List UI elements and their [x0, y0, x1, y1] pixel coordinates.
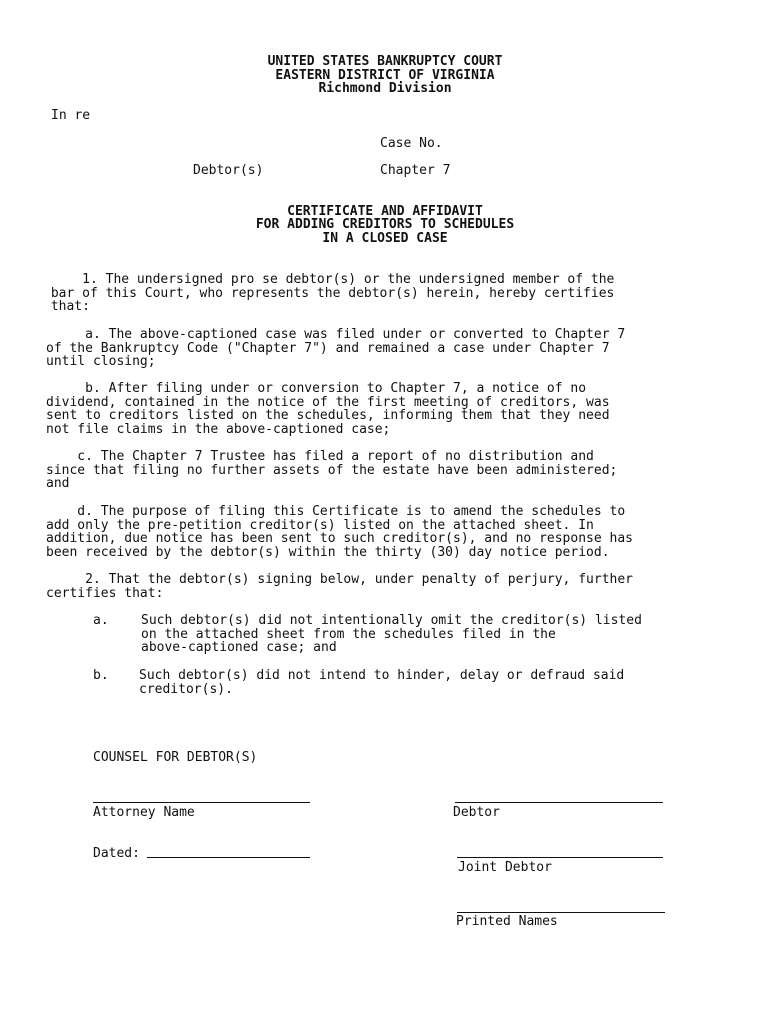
paragraph-1d: d. The purpose of filing this Certificate is to amend the schedules to add only the pre-petition creditor(s) listed on the attached sheet. In addition, due notice has been sent to such creditor(s), and no response has been received by the debtor(s) within the thirty (30) day notice period.	[46, 504, 633, 560]
debtor-label: Debtor(s)	[193, 163, 264, 178]
document-title-line-3: IN A CLOSED CASE	[322, 231, 448, 246]
in-re-label: In re	[51, 108, 91, 123]
paragraph-2: 2. That the debtor(s) signing below, under penalty of perjury, further certifies that:	[46, 572, 633, 601]
debtor-signature-label: Debtor	[453, 805, 500, 820]
district-name: EASTERN DISTRICT OF VIRGINIA	[275, 68, 495, 83]
debtor-signature-line	[455, 802, 663, 803]
item-b-marker: b.	[93, 668, 109, 683]
case-number-label: Case No.	[380, 136, 443, 151]
document-title-line-1: CERTIFICATE AND AFFIDAVIT	[287, 204, 483, 219]
attorney-signature-line	[93, 802, 310, 803]
joint-debtor-signature-line	[457, 857, 663, 858]
document-title-line-2: FOR ADDING CREDITORS TO SCHEDULES	[255, 217, 515, 232]
paragraph-1c: c. The Chapter 7 Trustee has filed a report of no distribution and since that filing no further assets of the estate have been administered; and	[46, 449, 618, 492]
item-b-text: Such debtor(s) did not intend to hinder, delay or defraud said creditor(s).	[139, 668, 625, 697]
printed-names-label: Printed Names	[456, 914, 558, 929]
item-a-text: Such debtor(s) did not intentionally omit the creditor(s) listed on the attached sheet from the schedules filed in the above-captioned case; and	[141, 613, 642, 656]
dated-label: Dated:	[93, 846, 140, 861]
item-a-marker: a.	[93, 613, 109, 628]
printed-names-line	[457, 912, 665, 913]
dated-line	[147, 857, 310, 858]
attorney-name-label: Attorney Name	[93, 805, 195, 820]
chapter-label: Chapter 7	[380, 163, 451, 178]
court-name: UNITED STATES BANKRUPTCY COURT	[267, 54, 503, 69]
paragraph-1: 1. The undersigned pro se debtor(s) or the undersigned member of the bar of this Court, who represents the debtor(s) herein, hereby certifies that:	[50, 272, 615, 315]
division-name: Richmond Division	[318, 81, 452, 96]
counsel-heading: COUNSEL FOR DEBTOR(S)	[93, 750, 258, 765]
joint-debtor-label: Joint Debtor	[458, 860, 552, 875]
paragraph-1b: b. After filing under or conversion to Chapter 7, a notice of no dividend, contained in the notice of the first meeting of creditors, was sent to creditors listed on the schedules, informing them that they need not file claims in the above-captioned case;	[46, 381, 610, 437]
paragraph-1a: a. The above-captioned case was filed under or converted to Chapter 7 of the Bankruptcy Code ("Chapter 7") and remained a case under Chapter 7 until closing;	[46, 327, 626, 370]
